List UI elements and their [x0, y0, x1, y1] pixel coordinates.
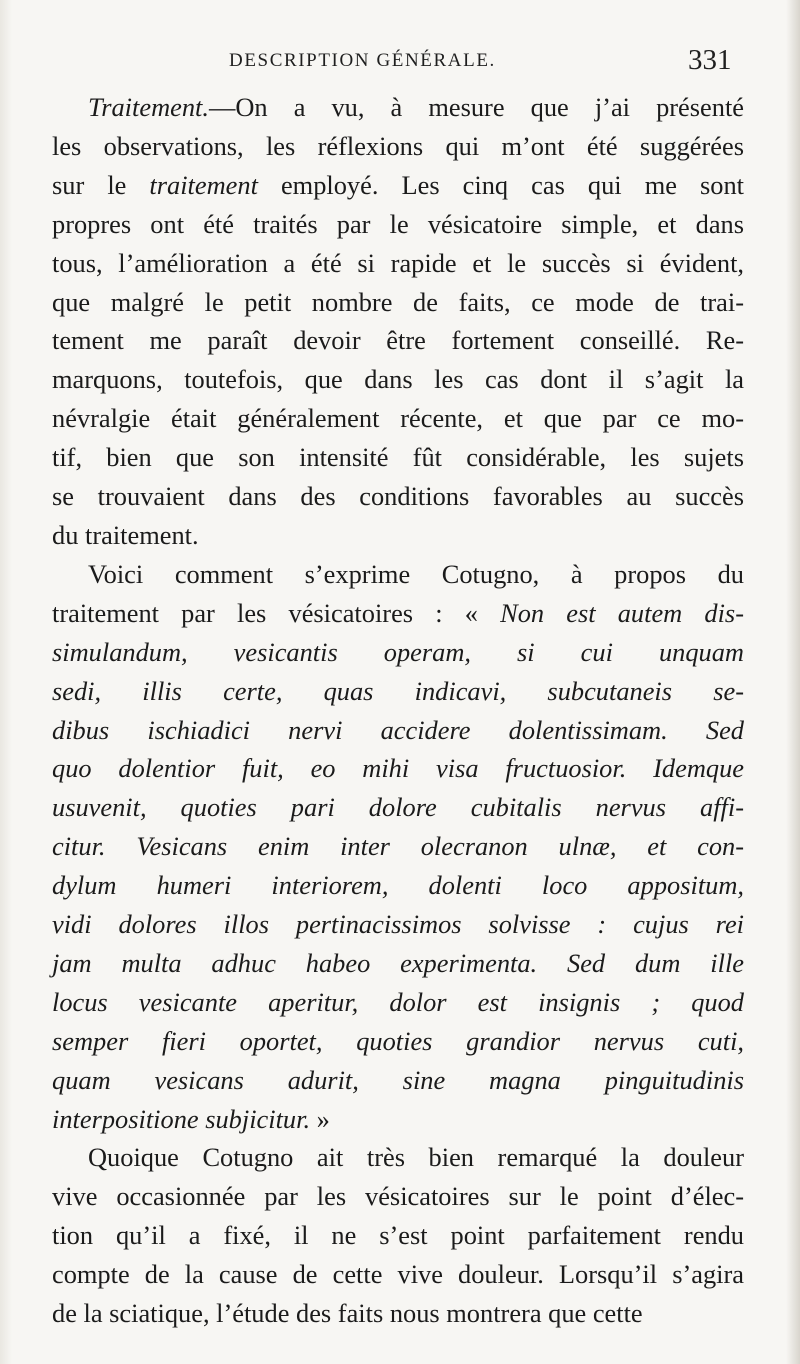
text-line [52, 788, 744, 827]
text-line [52, 1216, 744, 1255]
text-line [52, 321, 744, 360]
italic-text: quam vesicans adurit, sine magna pinguitudinis [52, 1064, 744, 1095]
italic-text: citur. Vesicans enim inter olecranon ulnæ, et con- [52, 831, 744, 862]
text-run: tement me paraît devoir être fortement conseillé. Re- [52, 325, 744, 356]
text-line [52, 594, 744, 633]
text-line [52, 516, 744, 555]
italic-text: Traitement. [88, 92, 209, 122]
text-run: » [310, 1103, 330, 1134]
italic-text: interpositione subjicitur. [52, 1103, 311, 1134]
page-number: 331 [688, 44, 732, 76]
page-header [0, 44, 800, 80]
text-line [52, 1294, 744, 1333]
running-head: DESCRIPTION GÉNÉRALE. [229, 50, 496, 71]
italic-text: dylum humeri interiorem, dolenti loco appositum, [52, 870, 744, 901]
text-run: tion qu’il a fixé, il ne s’est point parfaitement rendu [52, 1220, 744, 1251]
text-line [52, 1100, 744, 1139]
text-line [52, 438, 744, 477]
text-run: du traitement. [52, 519, 199, 550]
italic-text: jam multa adhuc habeo experimenta. Sed dum ille [52, 947, 744, 978]
italic-text: usuvenit, quoties pari dolore cubitalis nervus affi- [52, 792, 744, 823]
text-line [52, 1177, 744, 1216]
text-run: Voici comment s’exprime Cotugno, à propos du [88, 558, 744, 589]
text-line [52, 244, 744, 283]
page-edge-shadow-left [0, 0, 12, 1364]
text-run: se trouvaient dans des conditions favorables au succès [52, 481, 744, 512]
text-line [52, 633, 744, 672]
paragraph [52, 88, 744, 555]
text-line [52, 399, 744, 438]
text-line [52, 283, 744, 322]
italic-text: dibus ischiadici nervi accidere dolentissimam. Sed [52, 714, 744, 745]
text-run: que malgré le petit nombre de faits, ce mode de trai- [52, 286, 744, 317]
text-line [52, 1255, 744, 1294]
text-run: Quoique Cotugno ait très bien remarqué la douleur [88, 1142, 744, 1173]
italic-text: quo dolentior fuit, eo mihi visa fructuosior. Idemque [52, 753, 744, 784]
text-line [52, 1061, 744, 1100]
text-line [52, 1022, 744, 1061]
text-run: compte de la cause de cette vive douleur. Lorsqu’il s’agira [52, 1259, 744, 1290]
text-run: employé. Les cinq cas qui me sont [257, 169, 744, 200]
text-line [52, 749, 744, 788]
italic-text: sedi, illis certe, quas indicavi, subcutaneis se- [52, 675, 744, 706]
italic-text: locus vesicante aperitur, dolor est insignis ; quod [52, 986, 744, 1017]
text-line [52, 983, 744, 1022]
paragraph [52, 1138, 744, 1333]
text-run: de la sciatique, l’étude des faits nous montrera que cette [52, 1298, 643, 1329]
italic-text: simulandum, vesicantis operam, si cui unquam [52, 636, 744, 667]
text-line [52, 88, 744, 127]
text-run: les observations, les réflexions qui m’ont été suggérées [52, 130, 744, 161]
text-run: propres ont été traités par le vésicatoire simple, et dans [52, 208, 744, 239]
italic-text: traitement [149, 169, 258, 200]
text-line [52, 127, 744, 166]
text-line [52, 360, 744, 399]
text-run: tous, l’amélioration a été si rapide et le succès si évident, [52, 247, 744, 278]
text-run: marquons, toutefois, que dans les cas dont il s’agit la [52, 364, 744, 395]
body-text [52, 88, 744, 1333]
text-line [52, 827, 744, 866]
text-line [52, 477, 744, 516]
text-run: traitement par les vésicatoires : « [52, 597, 501, 628]
text-run: vive occasionnée par les vésicatoires sur le point d’élec- [52, 1181, 744, 1212]
paragraph [52, 555, 744, 1139]
text-line [52, 944, 744, 983]
text-run: —On a vu, à mesure que j’ai présenté [208, 92, 744, 122]
text-run: tif, bien que son intensité fût considérable, les sujets [52, 442, 744, 473]
italic-text: Non est autem dis- [500, 597, 744, 628]
text-line [52, 905, 744, 944]
text-run: névralgie était généralement récente, et que par ce mo- [52, 403, 744, 434]
text-run: sur le [52, 169, 150, 200]
italic-text: semper fieri oportet, quoties grandior nervus cuti, [52, 1025, 744, 1056]
text-line [52, 711, 744, 750]
italic-text: vidi dolores illos pertinacissimos solvisse : cujus rei [52, 909, 744, 940]
text-line [52, 1138, 744, 1177]
text-line [52, 205, 744, 244]
page-edge-shadow-right [786, 0, 800, 1364]
text-line [52, 166, 744, 205]
text-line [52, 672, 744, 711]
text-line [52, 866, 744, 905]
text-line [52, 555, 744, 594]
